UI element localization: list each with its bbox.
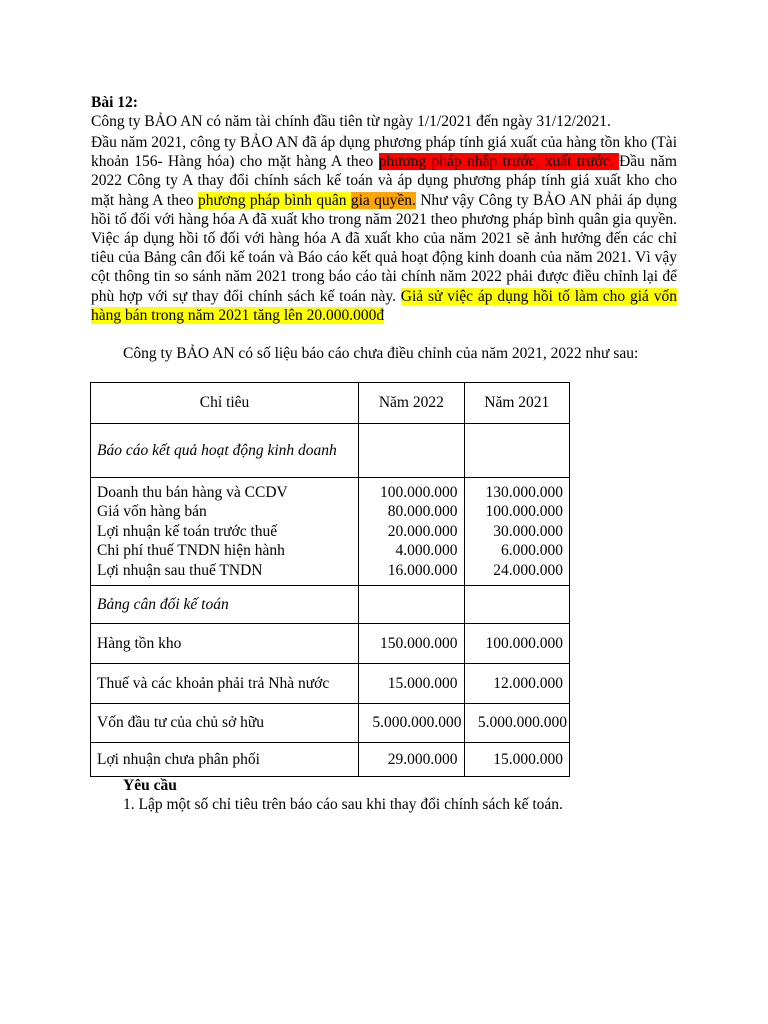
label-cogs: Giá vốn hàng bán [97,503,207,521]
exercise-title: Bài 12: [91,94,138,111]
label-pretax-profit: Lợi nhuận kế toán trước thuế [97,522,278,540]
value-2021: 24.000.000 [493,561,563,579]
income-rows [91,478,570,586]
intro-line: Công ty BẢO AN có năm tài chính đầu tiên từ ngày 1/1/2021 đến ngày 31/12/2021. [91,113,611,130]
value-2021: 130.000.000 [485,484,563,501]
value-2022: 16.000.000 [387,561,458,579]
value-2021: 100.000.000 [485,503,563,521]
header-indicator: Chỉ tiêu [91,383,359,424]
highlight-fifo: phương pháp nhập trước, xuất trước. [378,153,620,171]
section-income-row [91,424,570,478]
header-2021: Năm 2021 [464,383,569,424]
section-balance-row [91,586,570,624]
problem-paragraph [91,133,677,325]
para-text-3: Như vậy Công ty BẢO AN phải áp dụng hồi tố đối với hàng hóa A đã xuất kho trong năm 2021 theo phương pháp bình quân gia quyền. Việc áp dụng hồi tố đối với hàng hóa A đã xuất kho của năm 2021 sẽ ảnh hưởng đến các chỉ tiêu của Bảng cân đối kế toán và Báo cáo kết quả hoạt động kinh doanh của năm 2021. Vì vậy cột thông tin so sánh năm 2021 trong báo cáo tài chính năm 2022 phải được điều chỉnh lại để phù hợp với sự thay đổi chính sách kế toán này. [91,191,677,305]
label-revenue: Doanh thu bán hàng và CCDV [97,484,288,501]
value-2022: 20.000.000 [387,522,458,540]
label-tax-expense: Chi phí thuế TNDN hiện hành [97,542,285,560]
value-2021: 15.000.000 [464,743,569,777]
table-header-row [91,383,570,424]
section-income-title: Báo cáo kết quả hoạt động kinh doanh [91,424,359,478]
label-inventory: Hàng tồn kho [91,624,359,664]
para-text-2: Đầu năm 2022 Công ty A thay đổi chính sách kế toán và áp dụng phương pháp tính giá xuất kho cho mặt hàng A theo [91,153,677,209]
table-row [91,664,570,704]
value-2022: 5.000.000.000 [359,704,464,743]
section-balance-title: Bảng cân đối kế toán [91,586,359,624]
income-labels [91,478,359,586]
highlight-assumption: Giả sử việc áp dụng hồi tố làm cho giá vốn hàng bán trong năm 2021 tăng lên 20.000.000đ [91,287,677,324]
label-tax-payable: Thuế và các khoản phải trả Nhà nước [91,664,359,704]
table-row [91,743,570,777]
value-2021: 100.000.000 [464,624,569,664]
header-2022: Năm 2022 [359,383,464,424]
financial-table [90,382,570,777]
highlight-avg-b: gia quyền. [350,191,416,209]
value-2021: 5.000.000.000 [464,704,569,743]
table-row [91,704,570,743]
data-intro-line: Công ty BẢO AN có số liệu báo cáo chưa điều chỉnh của năm 2021, 2022 như sau: [123,345,639,362]
value-2022: 80.000.000 [387,503,458,521]
requirements-heading: Yêu cầu [123,777,177,794]
label-retained-earnings: Lợi nhuận chưa phân phối [91,743,359,777]
para-text-1: Đầu năm 2021, công ty BẢO AN đã áp dụng phương pháp tính giá xuất của hàng tồn kho (Tài khoản 156- Hàng hóa) cho mặt hàng A theo [91,134,677,171]
income-2021-values [464,478,569,586]
value-2022: 4.000.000 [395,542,458,560]
label-owner-equity: Vốn đầu tư của chủ sở hữu [91,704,359,743]
value-2021: 6.000.000 [501,542,563,560]
value-2021: 30.000.000 [493,522,563,540]
value-2022: 15.000.000 [359,664,464,704]
value-2022: 100.000.000 [380,484,458,501]
label-net-profit: Lợi nhuận sau thuế TNDN [97,561,263,579]
value-2022: 150.000.000 [359,624,464,664]
highlight-avg-a: phương pháp bình quân [197,191,351,209]
table-row [91,624,570,664]
value-2022: 29.000.000 [359,743,464,777]
requirement-item-1: 1. Lập một số chỉ tiêu trên báo cáo sau khi thay đổi chính sách kế toán. [123,796,563,813]
value-2021: 12.000.000 [464,664,569,704]
income-2022-values [359,478,464,586]
